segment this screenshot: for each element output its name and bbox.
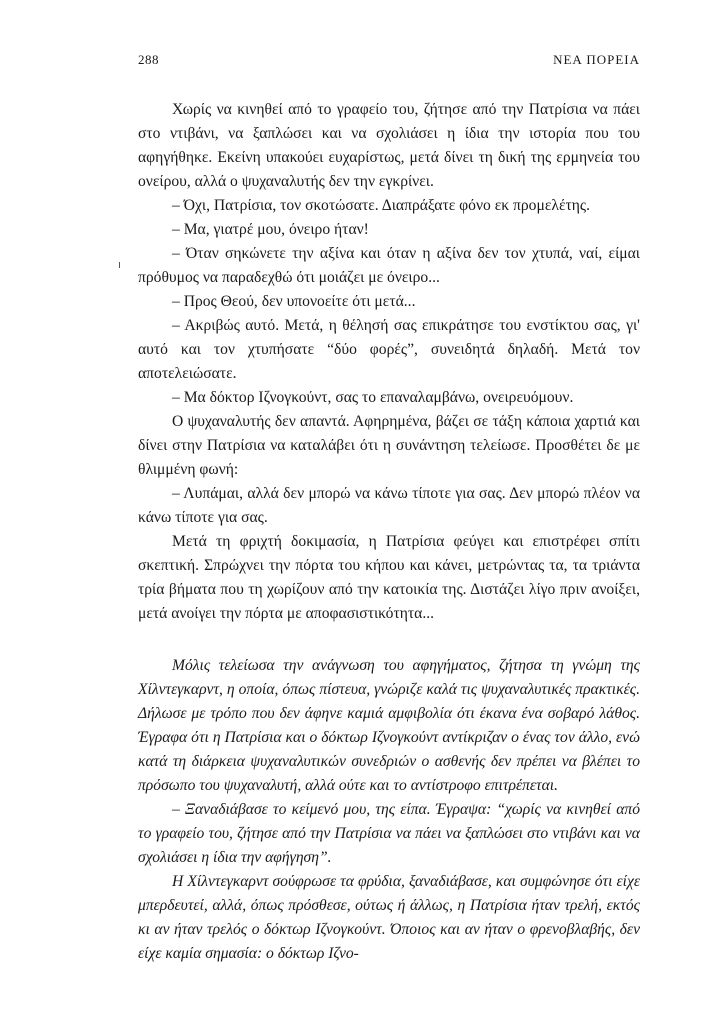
running-head: [138, 52, 640, 72]
dialogue-line: – Ακριβώς αυτό. Μετά, η θέλησή σας επικράτησε του ενστίκτου σας, γι' αυτό και τον χτυπήσατε “δύο φορές”, συνειδητά δηλαδή. Μετά τον αποτελειώσατε.: [138, 317, 640, 382]
dialogue-line: – Μα δόκτορ Ιζνογκούντ, σας το επαναλαμβάνω, ονειρευόμουν.: [172, 389, 574, 406]
running-title: ΝΕΑ ΠΟΡΕΙΑ: [553, 52, 640, 67]
paragraph: Ο ψυχαναλυτής δεν απαντά. Αφηρημένα, βάζει σε τάξη κάποια χαρτιά και δίνει στην Πατρίσια να καταλάβει ότι η συνάντηση τελείωσε. Προσθέτει δε με θλιμμένη φωνή:: [138, 413, 640, 478]
dialogue-line: – Λυπάμαι, αλλά δεν μπορώ να κάνω τίποτε για σας. Δεν μπορώ πλέον να κάνω τίποτε για σας.: [138, 485, 640, 526]
dialogue-line: – Όταν σηκώνετε την αξίνα και όταν η αξίνα δεν τον χτυπά, ναί, είμαι πρόθυμος να παραδεχθώ ότι μοιάζει με όνειρο...: [138, 245, 640, 286]
italic-paragraph: Μόλις τελείωσα την ανάγνωση του αφηγήματος, ζήτησα τη γνώμη της Χίλντεγκαρντ, η οποία, όπως πίστευα, γνώριζε καλά τις ψυχαναλυτικές πρακτικές. Δήλωσε με τρόπο που δεν άφηνε καμιά αμφιβολία ότι έκανα ένα σοβαρό λάθος. Έγραφα ότι η Πατρίσια και ο δόκτωρ Ιζνογκούντ αντίκριζαν ο ένας τον άλλο, ενώ κατά τη διάρκεια ψυχαναλυτικών συνεδριών ο ασθενής δεν πρέπει να βλέπει το πρόσωπο του ψυχαναλυτή, αλλά ούτε και το αντίστροφο επιτρέπεται.: [138, 657, 640, 794]
body-text: [138, 98, 640, 966]
margin-mark: [119, 262, 120, 268]
page-number: 288: [138, 52, 159, 67]
dialogue-line: – Όχι, Πατρίσια, τον σκοτώσατε. Διαπράξατε φόνο εκ προμελέτης.: [172, 197, 590, 214]
paragraph: Μετά τη φριχτή δοκιμασία, η Πατρίσια φεύγει και επιστρέφει σπίτι σκεπτική. Σπρώχνει την πόρτα του κήπου και κάνει, μετρώντας τα, τα τριάντα τρία βήματα που τη χωρίζουν από την κατοικία της. Διστάζει λίγο πριν ανοίξει, μετά ανοίγει την πόρτα με αποφασιστικότητα...: [138, 533, 640, 622]
italic-commentary: [138, 654, 640, 966]
italic-paragraph: – Ξαναδιάβασε το κείμενό μου, της είπα. Έγραψα: “χωρίς να κινηθεί από το γραφείο του, ζήτησε από την Πατρίσια να πάει να ξαπλώσει στο ντιβάνι και να σχολιάσει η ίδια την αφήγηση”.: [138, 801, 640, 866]
dialogue-line: – Προς Θεού, δεν υπονοείτε ότι μετά...: [172, 293, 416, 310]
italic-paragraph: Η Χίλντεγκαρντ σούφρωσε τα φρύδια, ξαναδιάβασε, και συμφώνησε ότι είχε μπερδευτεί, αλλά, όπως πρόσθεσε, ούτως ή άλλως, η Πατρίσια ήταν τρελή, εκτός κι αν ήταν τρελός ο δόκτωρ Ιζνογκούντ. Όποιος και αν ήταν ο φρενοβλαβής, δεν είχε καμία σημασία: ο δόκτωρ Ιζνο-: [138, 873, 640, 962]
dialogue-line: – Μα, γιατρέ μου, όνειρο ήταν!: [172, 221, 369, 238]
paragraph: Χωρίς να κινηθεί από το γραφείο του, ζήτησε από την Πατρίσια να πάει στο ντιβάνι, να ξαπλώσει και να σχολιάσει η ίδια την ιστορία που του αφηγήθηκε. Εκείνη υπακούει ευχαρίστως, μετά δίνει τη δική της ερμηνεία του ονείρου, αλλά ο ψυχαναλυτής δεν την εγκρίνει.: [138, 101, 640, 190]
